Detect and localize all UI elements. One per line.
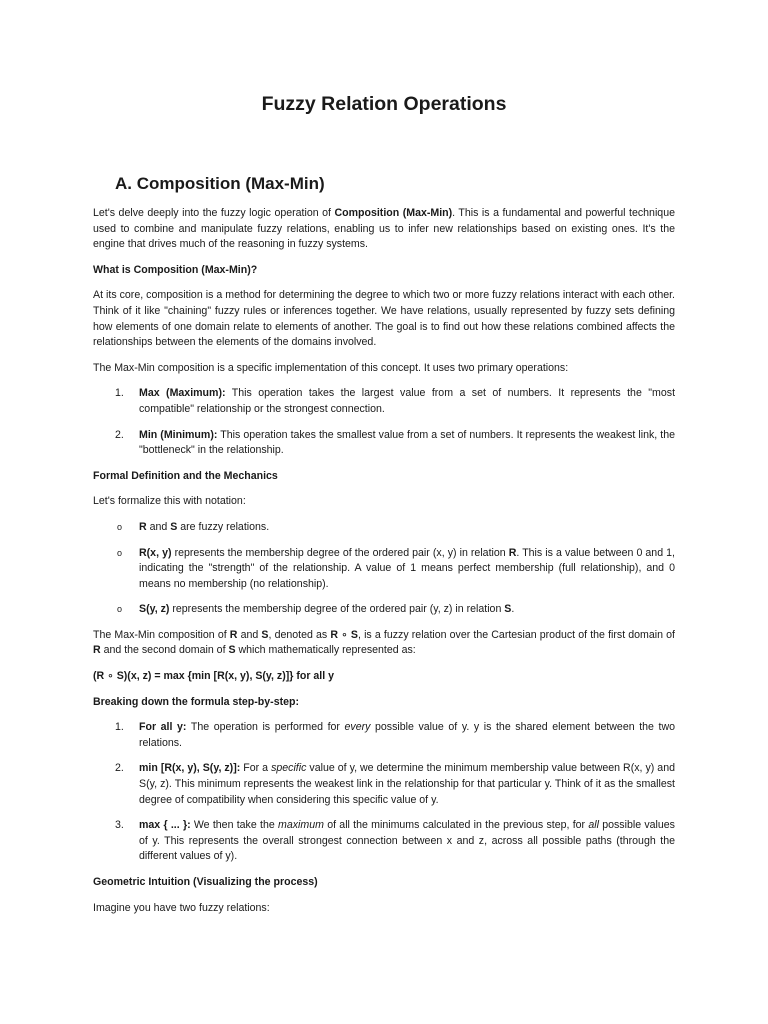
formalize-paragraph: Let's formalize this with notation: [93,495,246,508]
list-item: 1. For all y: The operation is performed for every possible value of y. y is the shared element between the two relations. [115,721,676,749]
formal-definition-heading: Formal Definition and the Mechanics [93,469,278,482]
list-item: 2. Min (Minimum): This operation takes the smallest value from a set of numbers. It represents the weakest link, the "bottleneck" in the relationship. [115,428,675,457]
bullet-icon: o [117,604,123,615]
section-heading: A. Composition (Max-Min) [115,174,325,193]
intro-paragraph: Let's delve deeply into the fuzzy logic operation of Composition (Max-Min). This is a fundamental and powerful technique used to combine and manipulate fuzzy relations, enabling us to infer new relationships based on existing ones. It's the engine that drives much of the reasoning in fuzzy systems. [93,207,675,251]
what-is-heading: What is Composition (Max-Min)? [93,263,258,276]
list-item: 1. Max (Maximum): This operation takes the largest value from a set of numbers. It represents the "most compatible" relationship or the strongest connection. [115,387,676,415]
bullet-icon: o [117,521,123,532]
geometric-intuition-heading: Geometric Intuition (Visualizing the process) [93,876,318,888]
notation-list [93,520,675,618]
operations-list [93,386,675,458]
bullet-icon: o [117,547,123,558]
maxmin-paragraph: The Max-Min composition is a specific implementation of this concept. It uses two primary operations: [93,361,569,374]
list-item: 2. min [R(x, y), S(y, z)]: For a specific value of y, we determine the minimum membership value between R(x, y) and S(y, z). This minimum represents the weakest link in the relationship for that particular y. Think of it as the smallest degree of compatibility when considering this specific value of y. [115,762,675,806]
list-item: 3. max { ... }: We then take the maximum of all the minimums calculated in the previous step, for all possible values of y. This represents the overall strongest connection between x and z, across all possible paths (through the different values of y). [115,819,675,863]
list-item: o S(y, z) represents the membership degree of the ordered pair (y, z) in relation S. [93,602,675,618]
list-item: o R and S are fuzzy relations. [93,520,675,536]
core-paragraph: At its core, composition is a method for determining the degree to which two or more fuzzy relations interact with each other. Think of it like "chaining" fuzzy rules or inferences together. We have relations, usually represented by fuzzy sets defining how elements of one domain relate to elements of another. The goal is to find out how these relations combined affects the relationships between the elements of the domains involved. [93,289,675,349]
formula: (R ∘ S)(x, z) = max {min [R(x, y), S(y, z)]} for all y [93,670,335,683]
composition-paragraph: The Max-Min composition of R and S, denoted as R ∘ S, is a fuzzy relation over the Cartesian product of the first domain of R and the second domain of S which mathematically represented as: [93,628,675,657]
breaking-down-heading: Breaking down the formula step-by-step: [93,695,300,708]
document-title: Fuzzy Relation Operations [261,93,507,115]
list-item: o R(x, y) represents the membership degree of the ordered pair (x, y) in relation R. This is a value between 0 and 1, indicating the "strength" of the relationship. A value of 1 means perfect membership (full relationship), and 0 means no membership (no relationship). [117,546,675,590]
imagine-paragraph: Imagine you have two fuzzy relations: [93,901,270,914]
document-body [93,206,675,926]
steps-list [93,720,675,865]
